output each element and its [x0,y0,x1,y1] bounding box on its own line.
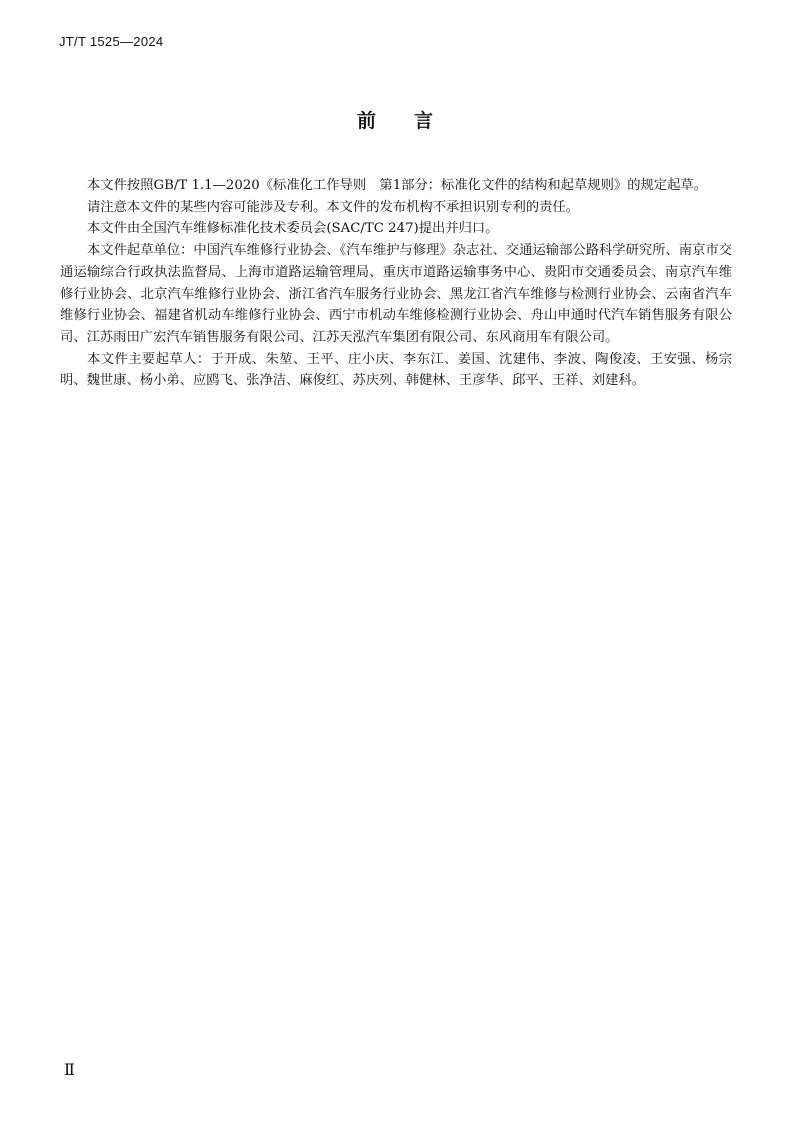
page-number: Ⅱ [64,1062,75,1079]
paragraph-drafting-rules: 本文件按照GB/T 1.1—2020《标准化工作导则 第1部分：标准化文件的结构和起草规则》的规定起草。 [87,178,707,193]
standard-code: JT/T 1525—2024 [59,34,164,49]
paragraph-drafting-organizations: 本文件起草单位：中国汽车维修行业协会、《汽车维护与修理》杂志社、交通运输部公路科学研究所、南京市交通运输综合行政执法监督局、上海市道路运输管理局、重庆市道路运输事务中心、贵阳市交通委员会、南京汽车维修行业协会、北京汽车维修行业协会、浙江省汽车服务行业协会、黑龙江省汽车维修与检测行业协会、云南省汽车维修行业协会、福建省机动车维修行业协会、西宁市机动车维修检测行业协会、舟山申通时代汽车销售服务有限公司、江苏雨田广宏汽车销售服务有限公司、江苏天泓汽车集团有限公司、东风商用车有限公司。 [60,243,732,345]
paragraph-proposer: 本文件由全国汽车维修标准化技术委员会(SAC/TC 247)提出并归口。 [87,221,499,237]
paragraph-patent-notice: 请注意本文件的某些内容可能涉及专利。本文件的发布机构不承担识别专利的责任。 [87,199,579,215]
page-title: 前言 [356,110,471,132]
document-body [60,175,732,392]
paragraph-drafters: 本文件主要起草人：于开成、朱堃、王平、庄小庆、李东江、姜国、沈建伟、李波、陶俊凌、王安强、杨宗明、魏世康、杨小弟、应鸥飞、张净洁、麻俊红、苏庆列、韩健林、王彦华、邱平、王祥、刘建科。 [60,351,732,389]
